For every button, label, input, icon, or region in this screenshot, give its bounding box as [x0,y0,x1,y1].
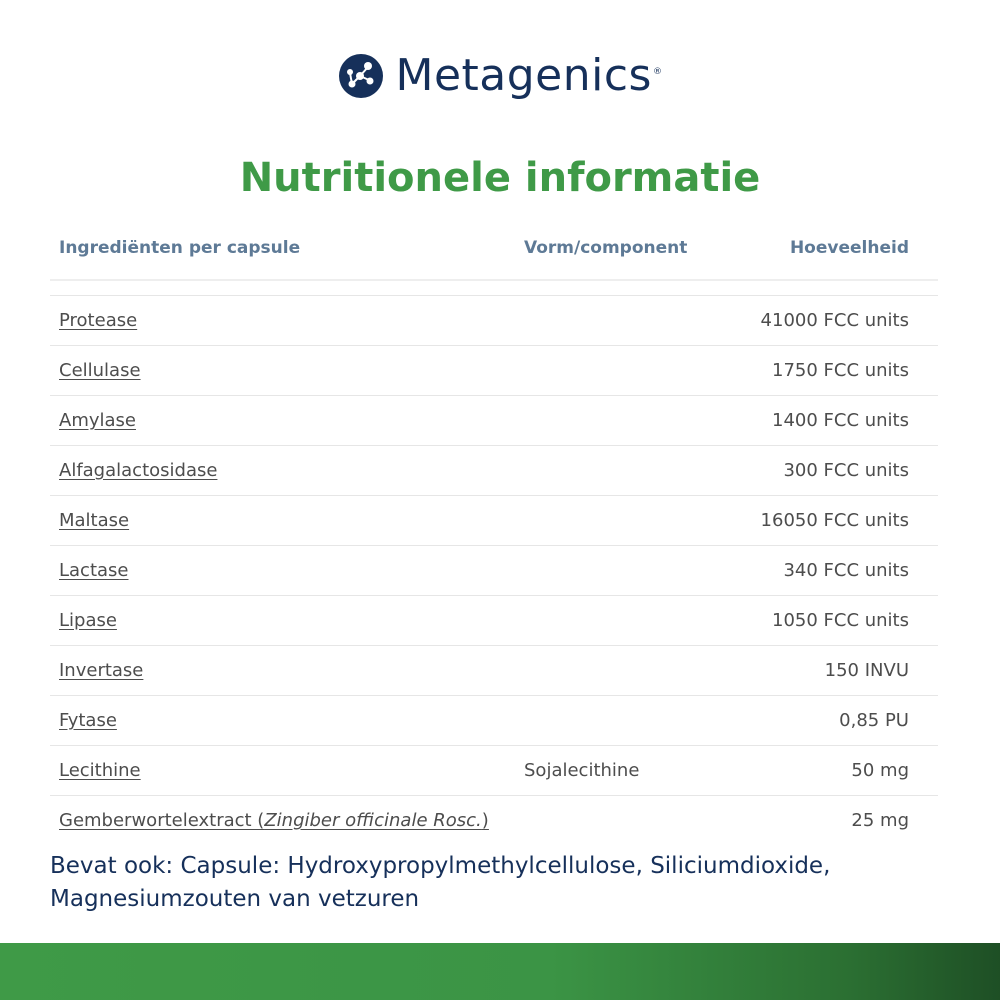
form-cell [524,296,754,346]
form-cell [524,696,754,746]
form-cell: Sojalecithine [524,746,754,796]
ingredient-link-amylase[interactable]: Amylase [59,410,136,431]
metagenics-molecule-logo-icon [338,53,384,99]
header-amount: Hoeveelheid [754,217,938,280]
form-cell [524,546,754,596]
ingredient-link-gemberwortelextract[interactable]: Gemberwortelextract (Zingiber officinale Rosc.) [59,810,489,831]
table-row [50,646,938,696]
form-cell [524,446,754,496]
form-cell [524,796,754,846]
form-cell [524,346,754,396]
table-spacer [50,280,938,296]
page-title: Nutritionele informatie [239,155,761,201]
table-row [50,596,938,646]
table-row [50,496,938,546]
brand-logo[interactable] [0,50,1000,101]
table-row [50,546,938,596]
amount-cell: 340 FCC units [754,546,938,596]
footer-bar [0,943,1000,1000]
amount-cell: 50 mg [754,746,938,796]
form-cell [524,396,754,446]
table-row [50,396,938,446]
ingredient-link-protease[interactable]: Protease [59,310,138,331]
amount-cell: 16050 FCC units [754,496,938,546]
amount-cell: 0,85 PU [754,696,938,746]
table-row [50,696,938,746]
amount-cell: 300 FCC units [754,446,938,496]
header-form: Vorm/component [524,217,754,280]
ingredient-link-lecithine[interactable]: Lecithine [59,760,141,781]
latin-name: Zingiber officinale Rosc. [264,810,482,831]
ingredient-link-alfagalactosidase[interactable]: Alfagalactosidase [59,460,218,481]
header-ingredient: Ingrediënten per capsule [50,217,524,280]
amount-cell: 25 mg [851,810,909,831]
form-cell [524,596,754,646]
nutrition-table [50,217,938,845]
table-row [50,296,938,346]
amount-cell: 41000 FCC units [754,296,938,346]
ingredient-link-lipase[interactable]: Lipase [59,610,117,631]
amount-cell: 1750 FCC units [754,346,938,396]
ingredient-link-fytase[interactable]: Fytase [59,710,117,731]
amount-cell: 1050 FCC units [754,596,938,646]
form-cell [524,496,754,546]
brand-name: Metagenics® [395,50,663,101]
also-contains-text: Bevat ook: Capsule: Hydroxypropylmethylcellulose, Siliciumdioxide, Magnesiumzouten van vetzuren [50,853,831,912]
ingredient-link-maltase[interactable]: Maltase [59,510,130,531]
amount-cell: 150 INVU [754,646,938,696]
registered-mark: ® [652,67,663,78]
ingredient-link-invertase[interactable]: Invertase [59,660,144,681]
form-cell [524,646,754,696]
ingredient-link-cellulase[interactable]: Cellulase [59,360,141,381]
ingredient-link-lactase[interactable]: Lactase [59,560,129,581]
table-row [50,746,938,796]
table-row [50,346,938,396]
table-row [50,796,938,846]
table-row [50,446,938,496]
table-header-row [50,217,938,280]
amount-cell: 1400 FCC units [754,396,938,446]
